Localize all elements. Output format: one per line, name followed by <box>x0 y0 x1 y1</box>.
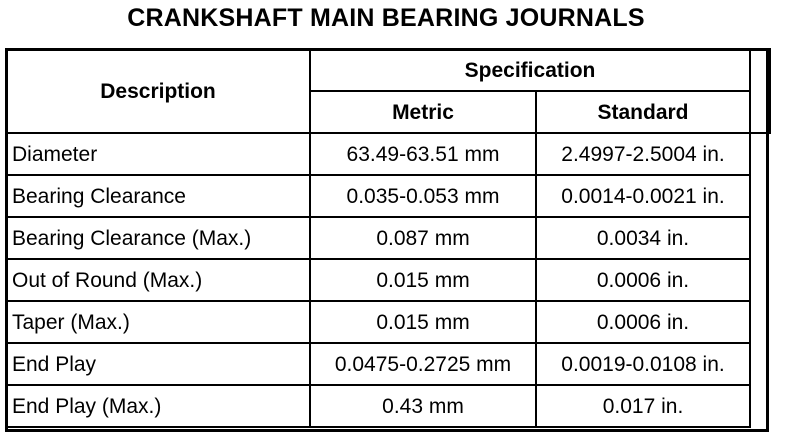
document-title: CRANKSHAFT MAIN BEARING JOURNALS <box>127 4 645 32</box>
row-description: Out of Round (Max.) <box>6 259 310 301</box>
specification-table <box>5 48 771 428</box>
row-standard: 0.0019-0.0108 in. <box>536 343 750 385</box>
row-metric: 0.035-0.053 mm <box>310 175 536 217</box>
row-description: Diameter <box>6 133 310 175</box>
table-row <box>6 133 770 175</box>
row-metric: 0.0475-0.2725 mm <box>310 343 536 385</box>
row-description: End Play <box>6 343 310 385</box>
row-description: Bearing Clearance <box>6 175 310 217</box>
table-header-row <box>6 49 770 91</box>
row-description: Bearing Clearance (Max.) <box>6 217 310 259</box>
row-metric: 0.015 mm <box>310 259 536 301</box>
row-standard: 2.4997-2.5004 in. <box>536 133 750 175</box>
header-standard: Standard <box>536 91 750 133</box>
table-row <box>6 301 770 343</box>
row-standard: 0.017 in. <box>536 385 750 427</box>
row-metric: 63.49-63.51 mm <box>310 133 536 175</box>
row-description: End Play (Max.) <box>6 385 310 427</box>
table-row <box>6 175 770 217</box>
row-metric: 0.087 mm <box>310 217 536 259</box>
row-standard: 0.0014-0.0021 in. <box>536 175 750 217</box>
table-row <box>6 343 770 385</box>
table-row <box>6 259 770 301</box>
row-description: Taper (Max.) <box>6 301 310 343</box>
header-description: Description <box>6 49 310 133</box>
row-standard: 0.0006 in. <box>536 259 750 301</box>
table-row <box>6 385 770 427</box>
table-right-gutter <box>750 49 770 133</box>
header-metric: Metric <box>310 91 536 133</box>
header-specification: Specification <box>310 49 750 91</box>
table-row <box>6 217 770 259</box>
row-standard: 0.0006 in. <box>536 301 750 343</box>
row-standard: 0.0034 in. <box>536 217 750 259</box>
row-metric: 0.015 mm <box>310 301 536 343</box>
row-metric: 0.43 mm <box>310 385 536 427</box>
